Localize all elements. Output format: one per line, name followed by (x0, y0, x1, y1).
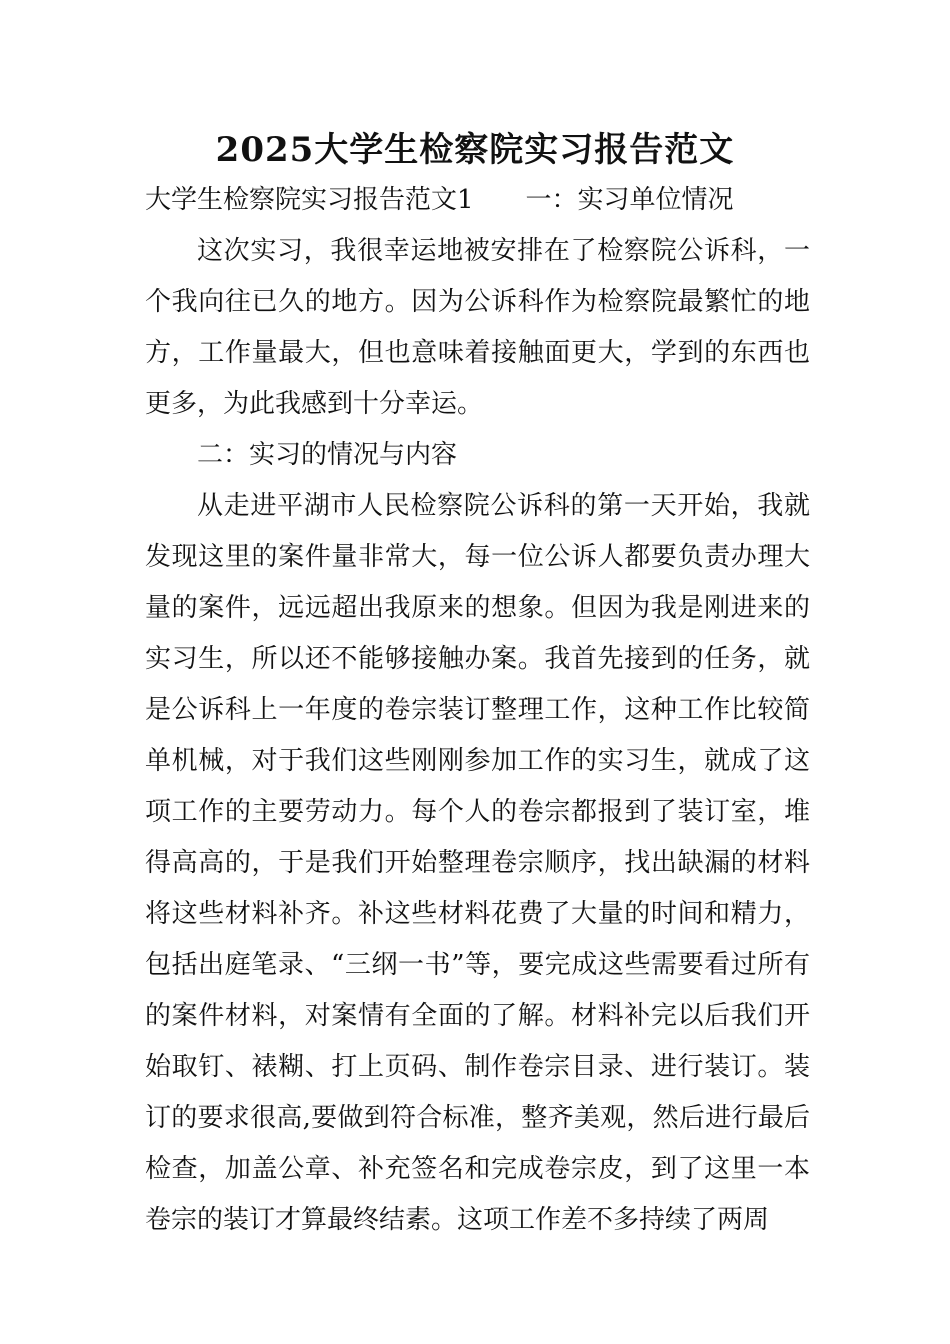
document-subtitle (145, 178, 825, 222)
document-title: 2025大学生检察院实习报告范文 (215, 130, 735, 170)
subtitle-right: 一：实习单位情况 (525, 185, 734, 215)
paragraph: 从走进平湖市人民检察院公诉科的第一天开始，我就发现这里的案件量非常大，每一位公诉人都要负责办理大量的案件，远远超出我原来的想象。但因为我是刚进来的实习生，所以还不能够接触办案。我首先接到的任务，就是公诉科上一年度的卷宗装订整理工作，这种工作比较简单机械，对于我们这些刚刚参加工作的实习生，就成了这项工作的主要劳动力。每个人的卷宗都报到了装订室，堆得高高的，于是我们开始整理卷宗顺序，找出缺漏的材料将这些材料补齐。补这些材料花费了大量的时间和精力，包括出庭笔录、“三纲一书”等，要完成这些需要看过所有的案件材料，对案情有全面的了解。材料补完以后我们开始取钉、裱糊、打上页码、制作卷宗目录、进行装订。装订的要求很高,要做到符合标准，整齐美观，然后进行最后检查，加盖公章、补充签名和完成卷宗皮，到了这里一本卷宗的装订才算最终结素。这项工作差不多持续了两周 (145, 491, 810, 1235)
document-body (145, 226, 810, 1246)
paragraph: 这次实习，我很幸运地被安排在了检察院公诉科，一个我向往已久的地方。因为公诉科作为检察院最繁忙的地方，工作量最大，但也意味着接触面更大，学到的东西也更多，为此我感到十分幸运。 (145, 236, 810, 419)
subtitle-left: 大学生检察院实习报告范文1 (145, 185, 474, 215)
section-heading: 二：实习的情况与内容 (197, 440, 458, 470)
